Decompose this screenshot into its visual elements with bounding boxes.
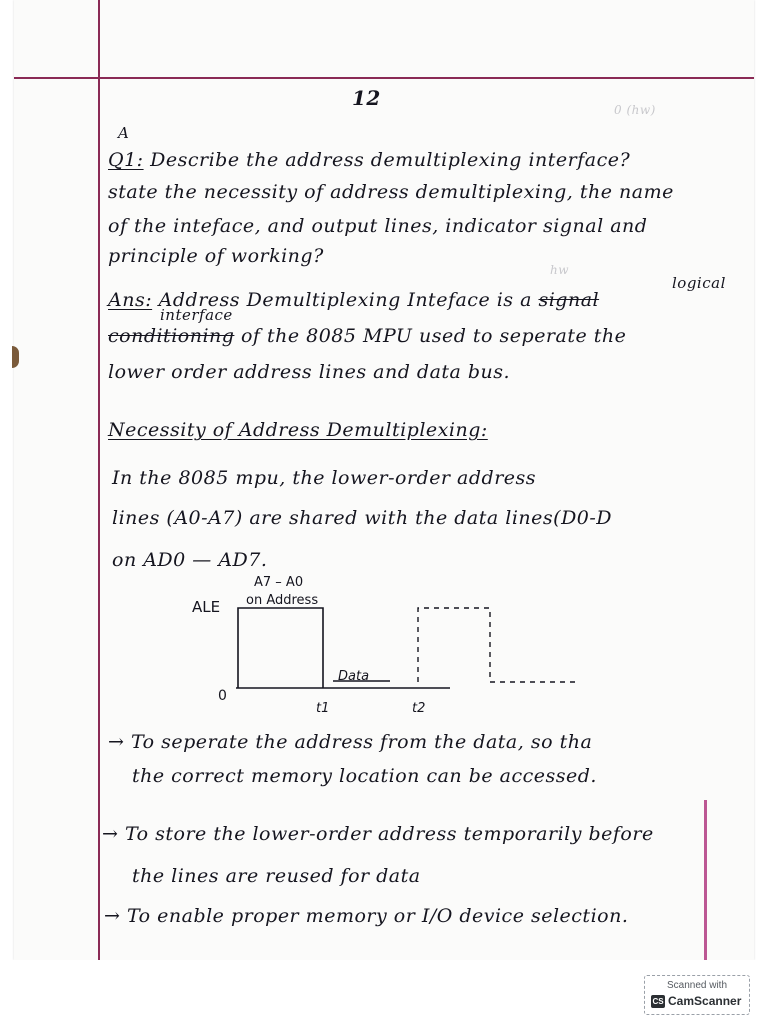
ale-timing-diagram: [180, 570, 600, 720]
answer-label: Ans:: [108, 289, 153, 311]
necessity-line-1: In the 8085 mpu, the lower-order address: [112, 467, 537, 489]
answer-text-1: Address Demultiplexing Inteface is a: [158, 289, 532, 311]
answer-line-2: [108, 324, 626, 348]
badge-caption: Scanned with: [666, 980, 728, 991]
diagram-address-label-2: on Address: [246, 593, 319, 608]
faint-middle-note: hw: [550, 263, 569, 277]
question-line-1: [108, 148, 630, 172]
diagram-t2-label: t2: [412, 701, 426, 716]
answer-struck-conditioning: conditioning: [108, 325, 235, 347]
diagram-data-label: Data: [338, 669, 370, 684]
camscanner-badge: [644, 975, 750, 1015]
answer-struck-signal: signal: [538, 289, 600, 311]
faint-corner-note: 0 (hw): [614, 103, 656, 117]
question-label: Q1:: [108, 149, 144, 171]
diagram-signal-label: ALE: [192, 598, 221, 616]
point-2-line-2: the lines are reused for data: [132, 865, 421, 887]
diagram-address-label-1: A7 – A0: [254, 575, 304, 590]
top-margin-line: [14, 77, 754, 79]
diagram-origin-label: 0: [218, 688, 227, 704]
diagram-t1-label: t1: [316, 701, 330, 716]
diagram-ale-pulse: [238, 608, 323, 688]
point-2-line-1: → To store the lower-order address temporarily before: [102, 823, 654, 845]
answer-insert-logical: logical: [672, 274, 726, 292]
question-marker: A: [118, 124, 130, 142]
question-text-1: Describe the address demultiplexing interface?: [150, 149, 631, 171]
right-margin-mark: [704, 800, 707, 960]
point-1-line-1: → To seperate the address from the data, so tha: [108, 731, 593, 753]
binder-hole: [12, 346, 19, 368]
answer-insert-interface: interface: [160, 306, 233, 324]
answer-text-2: of the 8085 MPU used to seperate the: [240, 325, 627, 347]
necessity-heading: Necessity of Address Demultiplexing:: [108, 419, 488, 441]
necessity-line-3: on AD0 — AD7.: [112, 549, 268, 571]
question-line-3: of the inteface, and output lines, indicator signal and: [108, 215, 648, 237]
question-line-2: state the necessity of address demultiplexing, the name: [108, 181, 674, 203]
page-number: 12: [352, 86, 381, 110]
left-margin-line: [98, 0, 100, 960]
diagram-next-pulse: [418, 608, 575, 682]
point-3-line-1: → To enable proper memory or I/O device selection.: [104, 905, 629, 927]
badge-brand-name: CamScanner: [668, 994, 742, 1008]
answer-line-3: lower order address lines and data bus.: [108, 361, 511, 383]
necessity-line-2: lines (A0-A7) are shared with the data lines(D0-D: [112, 507, 613, 529]
point-1-line-2: the correct memory location can be accessed.: [132, 765, 597, 787]
camscanner-logo-icon: CS: [652, 997, 664, 1006]
question-line-4: principle of working?: [108, 245, 324, 267]
